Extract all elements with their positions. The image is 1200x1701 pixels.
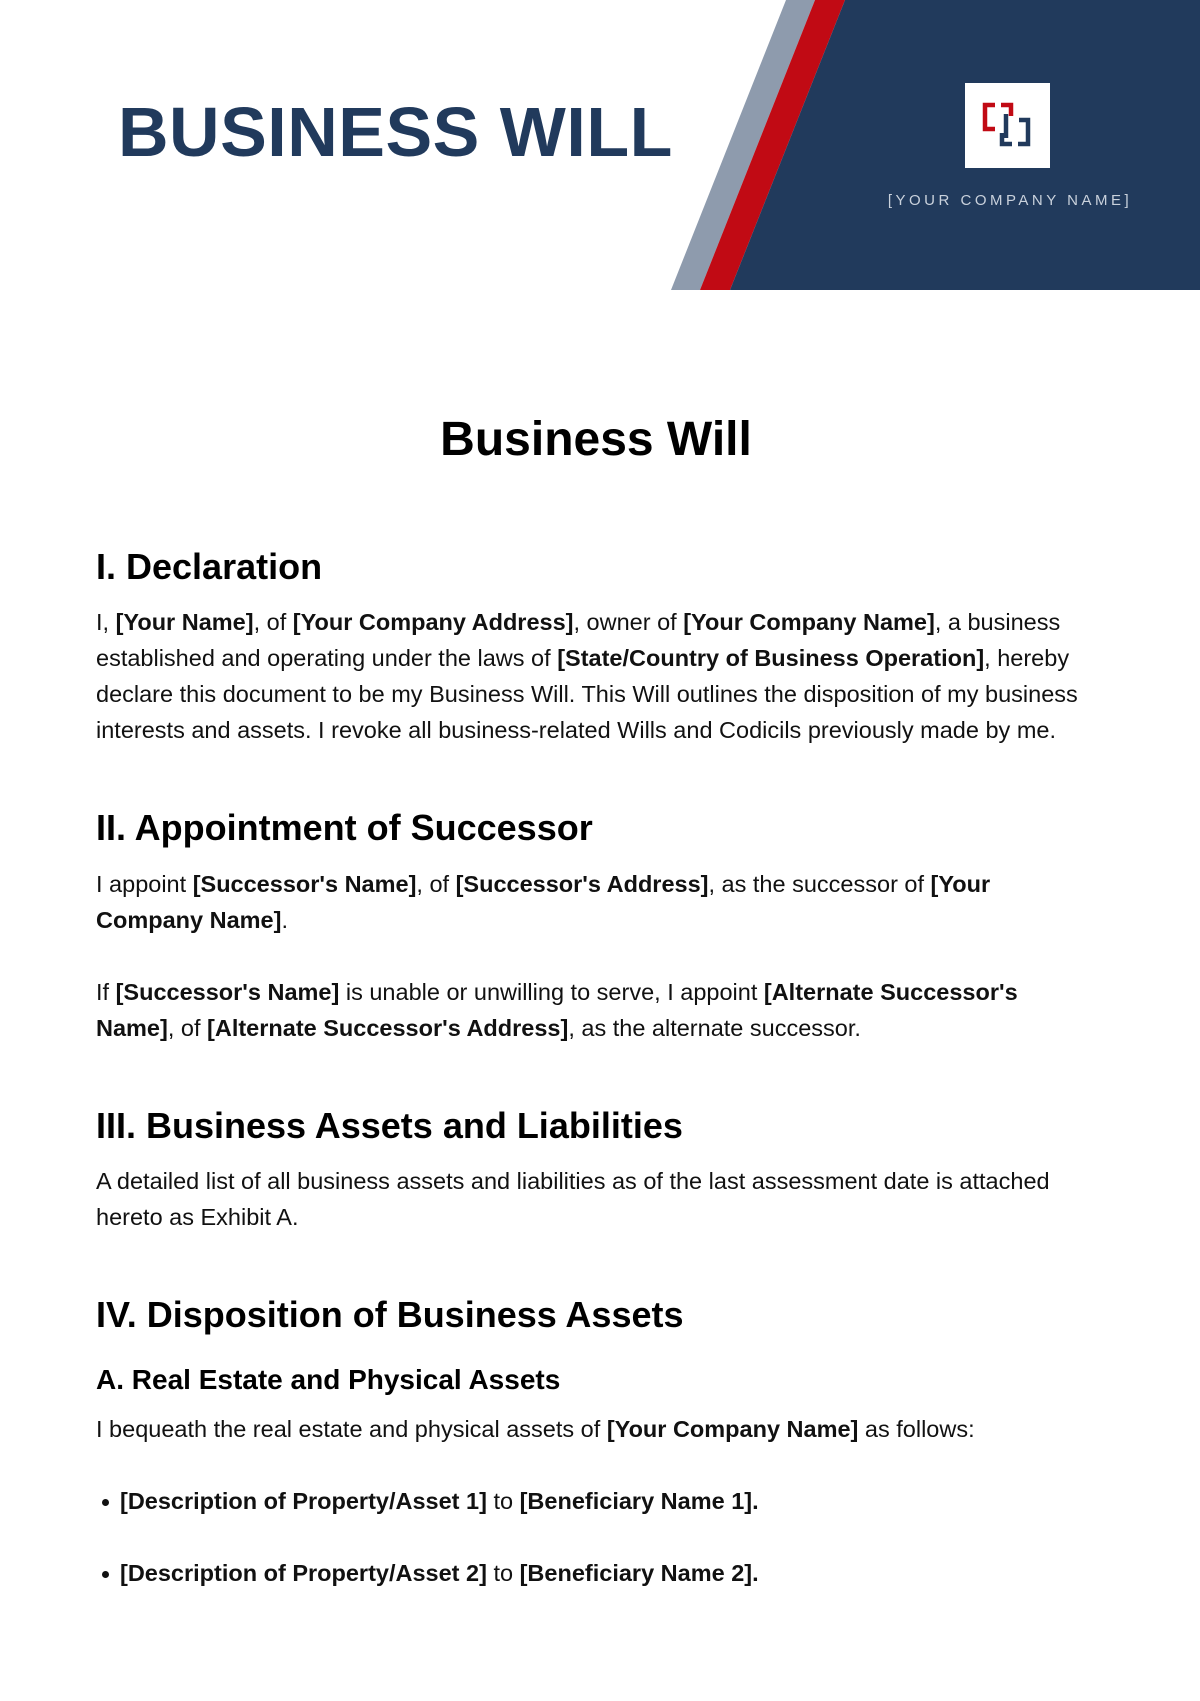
section-heading-assets-liabilities: III. Business Assets and Liabilities	[96, 1104, 683, 1146]
placeholder-alternate-successor-name: [Alternate Successor's Name]	[96, 978, 1018, 1041]
text-run: I appoint	[96, 870, 193, 897]
placeholder-your-name: [Your Name]	[115, 609, 254, 636]
text-run: I,	[96, 609, 116, 636]
placeholder-alternate-successor-address: [Alternate Successor's Address]	[207, 1014, 569, 1041]
alternate-successor-paragraph	[96, 974, 1096, 1046]
text-run: , of	[253, 609, 293, 636]
declaration-paragraph	[96, 604, 1096, 748]
placeholder-beneficiary-name: [Beneficiary Name 1].	[519, 1487, 759, 1514]
assets-liabilities-paragraph: A detailed list of all business assets and liabilities as of the last assessment date is attached hereto as Exhibit A.	[96, 1167, 1050, 1230]
section-heading-declaration: I. Declaration	[96, 546, 323, 588]
text-run: , owner of	[573, 609, 684, 636]
section-heading-disposition: IV. Disposition of Business Assets	[96, 1293, 684, 1335]
placeholder-company-address: [Your Company Address]	[292, 609, 574, 636]
header-title: BUSINESS WILL	[118, 93, 673, 171]
text-run: , a business established and operating under the laws of	[96, 609, 1061, 672]
text-run: .	[281, 906, 288, 933]
placeholder-asset-description: [Description of Property/Asset 2]	[120, 1559, 487, 1586]
bracket-logo-icon	[965, 83, 1050, 168]
placeholder-successor-address: [Successor's Address]	[455, 870, 709, 897]
placeholder-state-country: [State/Country of Business Operation]	[557, 645, 985, 672]
list-item	[96, 1555, 1096, 1591]
document-body	[96, 412, 1096, 1627]
subsection-heading-real-estate: A. Real Estate and Physical Assets	[96, 1363, 561, 1395]
text-run: If	[96, 978, 116, 1005]
asset-bequest-list	[96, 1483, 1096, 1591]
text-run: , hereby declare this document to be my Business Will. This Will outlines the disposition of my business interests and assets. I revoke all business-related Wills and Codicils previously made by me.	[96, 645, 1078, 744]
document-title: Business Will	[440, 413, 752, 466]
header-banner	[0, 0, 1200, 290]
text-run: to	[486, 1487, 520, 1514]
appointment-paragraph	[96, 866, 1096, 938]
list-item	[96, 1483, 1096, 1519]
text-run: I bequeath the real estate and physical assets of	[96, 1415, 607, 1442]
text-run: , of	[167, 1014, 208, 1041]
placeholder-beneficiary-name: [Beneficiary Name 2].	[519, 1559, 759, 1586]
placeholder-successor-name: [Successor's Name]	[115, 978, 340, 1005]
section-heading-appointment: II. Appointment of Successor	[96, 807, 593, 849]
placeholder-successor-name: [Successor's Name]	[192, 870, 417, 897]
placeholder-asset-description: [Description of Property/Asset 1]	[120, 1487, 487, 1514]
real-estate-paragraph	[96, 1411, 1096, 1447]
company-logo	[965, 83, 1050, 168]
text-run: as follows:	[858, 1415, 975, 1442]
text-run: to	[486, 1559, 520, 1586]
placeholder-company-name: [Your Company Name]	[96, 870, 991, 933]
text-run: , as the successor of	[708, 870, 931, 897]
text-run: is unable or unwilling to serve, I appoint	[339, 978, 764, 1005]
placeholder-company-name: [Your Company Name]	[683, 609, 935, 636]
text-run: , as the alternate successor.	[568, 1014, 861, 1041]
company-name-placeholder: [YOUR COMPANY NAME]	[887, 192, 1133, 209]
text-run: , of	[416, 870, 456, 897]
placeholder-company-name: [Your Company Name]	[606, 1415, 859, 1442]
